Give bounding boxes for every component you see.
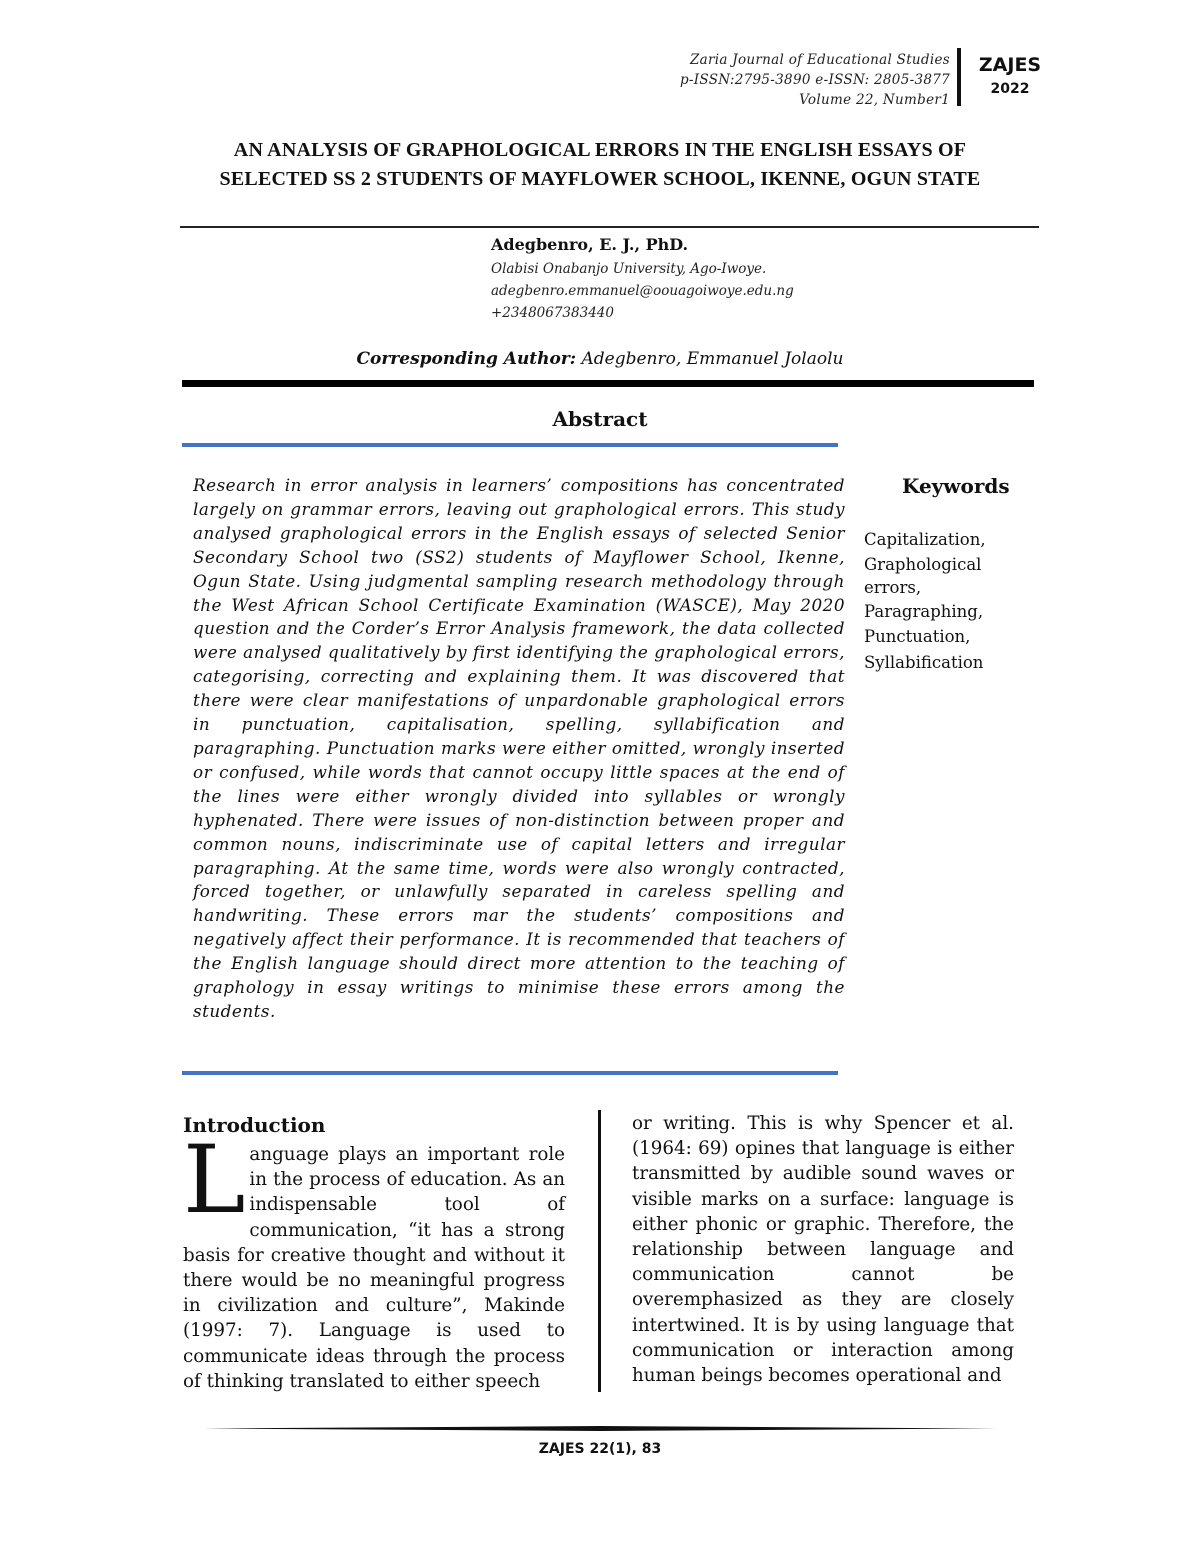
column-divider: [598, 1110, 601, 1392]
logo-year: 2022: [990, 81, 1030, 97]
journal-name: Zaria Journal of Educational Studies: [689, 52, 950, 68]
journal-volume: Volume 22, Number1: [799, 92, 950, 108]
keyword-item: Capitalization,: [864, 530, 986, 549]
corresponding-author: [180, 346, 1020, 372]
author-rule: [182, 380, 1034, 387]
abstract-bottom-rule: [182, 1071, 838, 1075]
corresponding-label: Corresponding Author:: [356, 349, 577, 369]
header-divider: [957, 48, 961, 106]
page-footer: ZAJES 22(1), 83: [538, 1441, 662, 1457]
keywords-heading: Keywords: [902, 474, 1010, 498]
keyword-item: Graphological: [864, 554, 982, 574]
author-phone: +2348067383440: [491, 305, 614, 321]
author-name: Adegbenro, E. J., PhD.: [491, 235, 689, 254]
footer-rule: [203, 1426, 998, 1431]
journal-header-info: [530, 50, 950, 110]
journal-logo: [975, 52, 1045, 100]
paper-title: AN ANALYSIS OF GRAPHOLOGICAL ERRORS IN THE ENGLISH ESSAYS OF SELECTED SS 2 STUDENTS OF MAYFLOWER SCHOOL, IKENNE, OGUN STATE: [219, 139, 981, 190]
keyword-item: Syllabification: [864, 653, 984, 673]
title-rule: [180, 226, 1039, 228]
keyword-item: Paragraphing,: [864, 601, 984, 621]
keyword-item: errors,: [864, 577, 922, 597]
intro-left-text: anguage plays an important role in the process of education. As an indispensable tool of communication, “it has a strong basis for creative thought and without it there would be no meaningful progress in civilization and culture”, Makinde (1997: 7). Language is used to communicate ideas through the process of thinking translated to either speech: [183, 1144, 565, 1392]
intro-heading: Introduction: [183, 1113, 326, 1137]
author-email[interactable]: adegbenro.emmanuel@oouagoiwoye.edu.ng: [491, 283, 794, 299]
abstract-text: Research in error analysis in learners’ compositions has concentrated largely on grammar errors, leaving out graphological errors. This study analysed graphological errors in the English essays of selected Senior Secondary School two (SS2) students of Mayflower School, Ikenne, Ogun State. Using judgmental sampling research methodology through the West African School Certificate Examination (WASCE), May 2020 question and the Corder’s Error Analysis framework, the data collected were analysed qualitatively by first identifying the graphological errors, categorising, correcting and explaining them. It was discovered that there were clear manifestations of unpardonable graphological errors in punctuation, capitalisation, spelling, syllabification and paragraphing. Punctuation marks were either omitted, wrongly inserted or confused, while words that cannot occupy little spaces at the end of the lines were either wrongly divided into syllables or wrongly hyphenated. There were issues of non-distinction between proper and common nouns, indiscriminate use of capital letters and irregular paragraphing. At the same time, words were also wrongly contracted, forced together, or unlawfully separated in careless spelling and handwriting. These errors mar the students’ compositions and negatively affect their performance. It is recommended that teachers of the English language should direct more attention to the teaching of graphology in essay writings to minimise these errors among the students.: [193, 475, 845, 1021]
keywords-list: [864, 527, 1004, 676]
abstract-heading: Abstract: [552, 407, 648, 431]
logo-title: ZAJES: [978, 54, 1042, 76]
intro-left-column: [183, 1126, 565, 1394]
author-block: [491, 232, 991, 324]
corresponding-name: Adegbenro, Emmanuel Jolaolu: [581, 349, 844, 369]
abstract-top-rule: [182, 443, 838, 447]
intro-right-text: or writing. This is why Spencer et al. (1964: 69) opines that language is either transmitted by audible sound waves or visible marks on a surface: language is either phonic or graphic. Therefore, the relationship between language and communication cannot be overemphasized as they are closely intertwined. It is by using language that communication or interaction among human beings becomes operational and: [632, 1113, 1014, 1387]
author-affiliation: Olabisi Onabanjo University, Ago-Iwoye.: [491, 261, 767, 277]
drop-cap: L: [183, 1126, 246, 1235]
journal-issn: p-ISSN:2795-3890 e-ISSN: 2805-3877: [679, 72, 950, 88]
keyword-item: Punctuation,: [864, 627, 971, 647]
